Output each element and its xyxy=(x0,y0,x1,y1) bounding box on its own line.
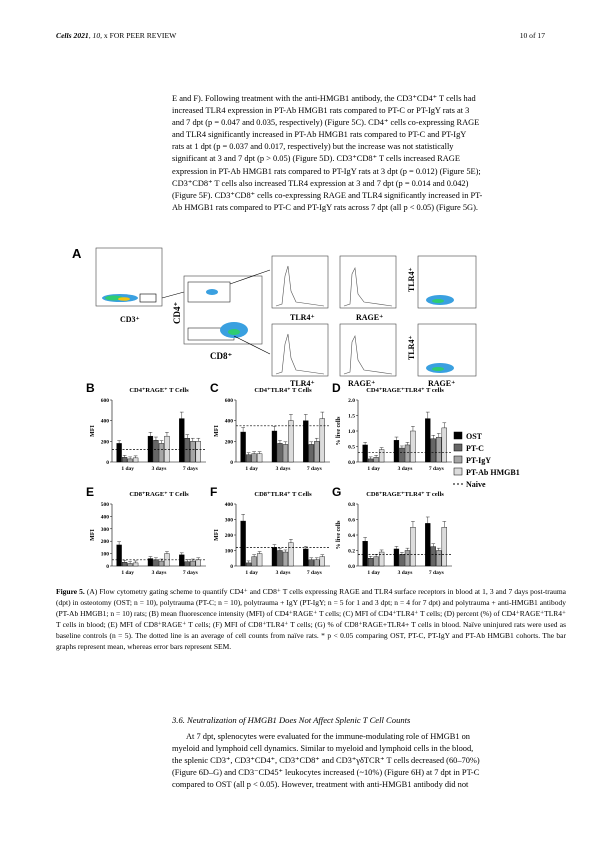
bar xyxy=(283,552,288,566)
bar xyxy=(278,551,283,567)
tick-label: 200 xyxy=(224,439,233,446)
text-line: (Figure 5F). CD3⁺CD8⁺ cells co-expressing RAGE and TLR4 significantly increased in PT- xyxy=(172,190,483,200)
tick-label: 0.6 xyxy=(348,517,355,524)
tick-label: 0.8 xyxy=(348,502,355,508)
bar xyxy=(133,563,138,566)
tick-label: 0.5 xyxy=(348,444,355,451)
panel-letter: E xyxy=(86,485,95,499)
chart-e xyxy=(86,485,206,576)
tick-label: 0.0 xyxy=(348,460,355,466)
bar xyxy=(374,457,379,462)
chart-title: CD8⁺TLR4⁺ T Cells xyxy=(254,491,312,498)
bar xyxy=(122,562,127,566)
bar xyxy=(436,437,441,462)
bar xyxy=(148,436,153,462)
bar xyxy=(303,549,308,566)
y-axis-label: MFI xyxy=(214,529,220,541)
group-label: 3 days xyxy=(397,570,413,576)
gate-plot-cd4-cd8 xyxy=(172,276,262,361)
section-heading: 3.6. Neutralization of HMGB1 Does Not Affect Splenic T Cell Counts xyxy=(172,715,411,725)
bar xyxy=(159,561,164,566)
bar xyxy=(314,441,319,462)
tick-label: 100 xyxy=(100,551,109,558)
bar xyxy=(128,564,133,566)
tick-label: 300 xyxy=(100,526,109,533)
chart-title: CD8⁺RAGE⁺ T Cells xyxy=(129,491,189,498)
text-line: and TLR4 significantly increased in PT-Ab HMGB1 rats compared to PT-C and PT-IgY xyxy=(172,130,467,140)
bar xyxy=(133,458,138,462)
bar xyxy=(394,440,399,462)
panel-letter: B xyxy=(86,381,95,395)
tick-label: 300 xyxy=(224,517,233,524)
histogram-cd8-tlr4 xyxy=(272,324,328,388)
group-label: 1 day xyxy=(121,570,135,576)
y-axis-label: MFI xyxy=(90,529,96,541)
bar xyxy=(272,547,277,566)
bar xyxy=(320,419,325,462)
text-line: (Figure 6D–G) and CD3⁻CD45⁺ leukocytes increased (~10%) (Figure 6H) at 7 dpt in PT-C xyxy=(172,768,480,778)
text-line: increased TLR4 expression in PT-Ab HMGB1 rats compared to PT-C or PT-IgY rats at 3 xyxy=(172,106,470,116)
group-label: 1 day xyxy=(245,466,259,472)
text-line: and 7 dpt (p = 0.047 and 0.035, respectively) (Figure 5C). CD4⁺ cells co-expressing RAGE xyxy=(172,118,480,128)
group-label: 7 days xyxy=(306,466,322,472)
bar xyxy=(425,523,430,566)
group-label: 3 days xyxy=(275,570,291,576)
gate-plot-cd3 xyxy=(96,248,162,324)
tick-label: 200 xyxy=(100,539,109,546)
bar xyxy=(368,459,373,462)
tick-label: 0 xyxy=(106,564,109,570)
group-label: 7 days xyxy=(182,466,198,472)
bar xyxy=(411,527,416,566)
label-tlr4-rotated-bottom: TLR4⁺ xyxy=(407,335,416,360)
paragraph-spleen xyxy=(172,731,566,791)
label-tlr4-bottom: TLR4⁺ xyxy=(290,379,315,388)
bar xyxy=(246,563,251,566)
legend-ptc: PT-C xyxy=(466,444,484,453)
bar xyxy=(190,441,195,462)
tick-label: 100 xyxy=(224,548,233,555)
bar xyxy=(190,561,195,566)
label-rage-bottom: RAGE⁺ xyxy=(348,379,376,388)
bar xyxy=(122,457,127,462)
bar xyxy=(363,541,368,566)
panel-letter-a: A xyxy=(72,246,82,261)
bar xyxy=(246,455,251,462)
chart-g xyxy=(332,485,452,576)
bar xyxy=(405,445,410,462)
bar xyxy=(400,448,405,462)
tick-label: 1.0 xyxy=(348,429,355,435)
legend-ptab: PT-Ab HMGB1 xyxy=(466,468,520,477)
bar xyxy=(320,557,325,566)
bar xyxy=(400,554,405,566)
bar xyxy=(154,440,159,462)
label-rage: RAGE⁺ xyxy=(356,313,384,322)
group-label: 1 day xyxy=(367,466,381,472)
tick-label: 0.4 xyxy=(348,533,355,539)
label-rage-right: RAGE⁺ xyxy=(428,379,456,388)
bar xyxy=(165,436,170,462)
dotplot-cd8-rage-tlr4 xyxy=(407,324,476,388)
y-axis-label: % live cells xyxy=(336,416,342,446)
bar xyxy=(303,421,308,462)
text-line: the splenic CD3⁺, CD3⁺CD4⁺, CD3⁺CD8⁺ and CD3⁺γδTCR⁺ T cells decreased (60–70%) xyxy=(172,756,480,766)
bar xyxy=(196,560,201,566)
tick-label: 200 xyxy=(100,439,109,446)
panel-letter: C xyxy=(210,381,219,395)
bar xyxy=(405,551,410,567)
tick-label: 2.0 xyxy=(348,398,355,404)
bar xyxy=(289,543,294,566)
bar xyxy=(185,438,190,462)
bar xyxy=(241,521,246,566)
running-header: Cells 2021, 10, x FOR PEER REVIEW xyxy=(56,31,177,40)
chart-c xyxy=(210,381,330,472)
bar xyxy=(309,444,314,462)
legend-ptigy: PT-IgY xyxy=(466,456,492,465)
bar-charts xyxy=(86,381,452,576)
tick-label: 0 xyxy=(230,564,233,570)
group-label: 3 days xyxy=(151,466,167,472)
paragraph-results xyxy=(172,93,566,214)
tick-label: 400 xyxy=(224,418,233,425)
group-label: 7 days xyxy=(182,570,198,576)
panel-letter: F xyxy=(210,485,218,499)
histogram-cd4-tlr4 xyxy=(272,256,328,322)
tick-label: 500 xyxy=(100,502,109,508)
label-tlr4-rotated: TLR4⁺ xyxy=(407,267,416,292)
legend-ost: OST xyxy=(466,432,483,441)
figure-5 xyxy=(62,236,562,581)
text-line: CD3⁺CD8⁺ T cells also increased TLR4 expression at 3 and 7 dpt (p = 0.014 and 0.042) xyxy=(172,178,469,188)
tick-label: 400 xyxy=(100,514,109,521)
chart-d xyxy=(332,381,452,472)
page-number: 10 of 17 xyxy=(519,31,545,40)
panel-letter: D xyxy=(332,381,341,395)
group-label: 7 days xyxy=(428,570,444,576)
bar xyxy=(128,459,133,462)
label-tlr4: TLR4⁺ xyxy=(290,313,315,322)
legend-naive: Naive xyxy=(466,480,486,489)
bar xyxy=(272,431,277,462)
bar xyxy=(442,527,447,566)
bar xyxy=(159,443,164,462)
bar xyxy=(179,555,184,566)
bar xyxy=(431,547,436,566)
tick-label: 400 xyxy=(100,418,109,425)
bar xyxy=(283,444,288,462)
tick-label: 400 xyxy=(224,502,233,508)
bar xyxy=(394,549,399,566)
bar xyxy=(252,454,257,462)
group-label: 1 day xyxy=(367,570,381,576)
bar xyxy=(436,551,441,567)
bar xyxy=(278,443,283,462)
label-cd4: CD4⁺ xyxy=(172,301,182,324)
legend-swatch-ptab xyxy=(454,468,462,475)
bar xyxy=(379,450,384,462)
text-line: At 7 dpt, splenocytes were evaluated for the immune-modulating role of HMGB1 on xyxy=(186,732,470,741)
figure-caption: Figure 5. (A) Flow cytometry gating scheme to quantify CD4⁺ and CD8⁺ T cells expressing RAGE and TLR4 surface receptors in blood at 1, 3 and 7 days post-trauma (dpt) in osteotomy (OST; n = 10), polytrauma (PT-C; n = 10), polytrauma + IgY (PT-IgY; n = 5 for 1 and 3 dpt; n = 4 for 7 dpt) and polytrauma + anti-HMGB1 antibody (PT-Ab HMGB1; n = 10) rats; (B) mean fluorescence intensity (MFI) of CD4⁺RAGE⁺ T cells; (C) MFI of CD4⁺TLR4⁺ T cells; (D) percent (%) of CD4⁺RAGE⁺TLR4⁺ T cells in blood; (E) MFI of CD8⁺RAGE⁺ T cells; (F) MFI of CD8⁺TLR4⁺ T cells; (G) % of CD8⁺RAGE+TLR4+ T cells in blood. Naïve uninjured rats were used as baseline controls (n = 5). The dotted line is an average of cell counts from naïve rats. * p < 0.05 comparing OST, PT-C, PT-IgY and PT-Ab HMGB1 cohorts. The bar graphs represent mean, whereas error bars represent SEM. xyxy=(56,587,566,651)
bar xyxy=(411,431,416,462)
group-label: 7 days xyxy=(428,466,444,472)
text-line: expression in PT-Ab HMGB1 rats compared to PT-IgY rats at 3 dpt (p = 0.012) (Figure 5E); xyxy=(172,166,481,176)
chart-title: CD8⁺RAGE⁺TLR4⁺ T cells xyxy=(366,491,444,498)
text-line: Ab HMGB1 rats compared to PT-C and PT-IgY rats across 7 dpt (all p < 0.05) (Figure 5G). xyxy=(172,202,478,212)
y-axis-label: MFI xyxy=(214,425,220,437)
tick-label: 200 xyxy=(224,533,233,539)
histogram-cd4-rage xyxy=(340,256,396,322)
bar xyxy=(196,441,201,462)
bar xyxy=(425,419,430,462)
bar xyxy=(185,562,190,566)
tick-label: 0.2 xyxy=(348,548,355,555)
label-cd3: CD3⁺ xyxy=(120,315,140,324)
group-label: 3 days xyxy=(151,570,167,576)
text-line: significant at 3 and 7 dpt (p > 0.05) (Figure 5D). CD3⁺CD8⁺ T cells increased RAGE xyxy=(172,154,460,164)
bar xyxy=(257,554,262,566)
group-label: 1 day xyxy=(121,466,135,472)
label-cd8: CD8⁺ xyxy=(210,351,233,361)
chart-title: CD4⁺RAGE⁺ T Cells xyxy=(129,387,189,394)
bar xyxy=(117,443,122,462)
bar xyxy=(241,432,246,462)
dotplot-cd4-rage-tlr4 xyxy=(407,256,476,308)
bar xyxy=(154,560,159,566)
bar xyxy=(252,557,257,566)
bar xyxy=(117,545,122,566)
legend-swatch-ptigy xyxy=(454,456,462,463)
tick-label: 0 xyxy=(106,460,109,466)
y-axis-label: % live cells xyxy=(336,520,342,550)
bar xyxy=(431,439,436,462)
histogram-cd8-rage xyxy=(340,324,396,388)
chart-title: CD4⁺RAGE⁺TLR4⁺ T cells xyxy=(366,387,444,394)
bar xyxy=(179,419,184,462)
chart-f xyxy=(210,485,330,576)
bar xyxy=(442,428,447,462)
group-label: 7 days xyxy=(306,570,322,576)
bar xyxy=(309,560,314,566)
bar xyxy=(363,445,368,462)
legend-swatch-ptc xyxy=(454,444,462,451)
legend xyxy=(453,432,520,489)
bar xyxy=(374,557,379,566)
bar xyxy=(368,558,373,566)
chart-title: CD4⁺TLR4⁺ T Cells xyxy=(254,387,312,394)
panel-letter: G xyxy=(332,485,342,499)
group-label: 3 days xyxy=(397,466,413,472)
tick-label: 0.0 xyxy=(348,564,355,570)
tick-label: 600 xyxy=(224,398,233,404)
text-line: E and F). Following treatment with the anti-HMGB1 antibody, the CD3⁺CD4⁺ T cells had xyxy=(172,94,476,103)
text-line: compared to OST (all p < 0.05). However, treatment with anti-HMGB1 antibody did not xyxy=(172,780,469,790)
bar xyxy=(289,421,294,462)
chart-b xyxy=(86,381,206,472)
tick-label: 0 xyxy=(230,460,233,466)
tick-label: 1.5 xyxy=(348,413,355,420)
group-label: 3 days xyxy=(275,466,291,472)
tick-label: 600 xyxy=(100,398,109,404)
text-line: rats at 1 dpt (p = 0.037 and 0.017, respectively) but the increase was not statistically xyxy=(172,142,454,152)
legend-swatch-ost xyxy=(454,432,462,439)
bar xyxy=(257,454,262,462)
group-label: 1 day xyxy=(245,570,259,576)
text-line: myeloid and lymphoid cell dynamics. Similar to myeloid and lymphoid cells in the blood, xyxy=(172,744,474,754)
y-axis-label: MFI xyxy=(90,425,96,437)
bar xyxy=(314,560,319,566)
